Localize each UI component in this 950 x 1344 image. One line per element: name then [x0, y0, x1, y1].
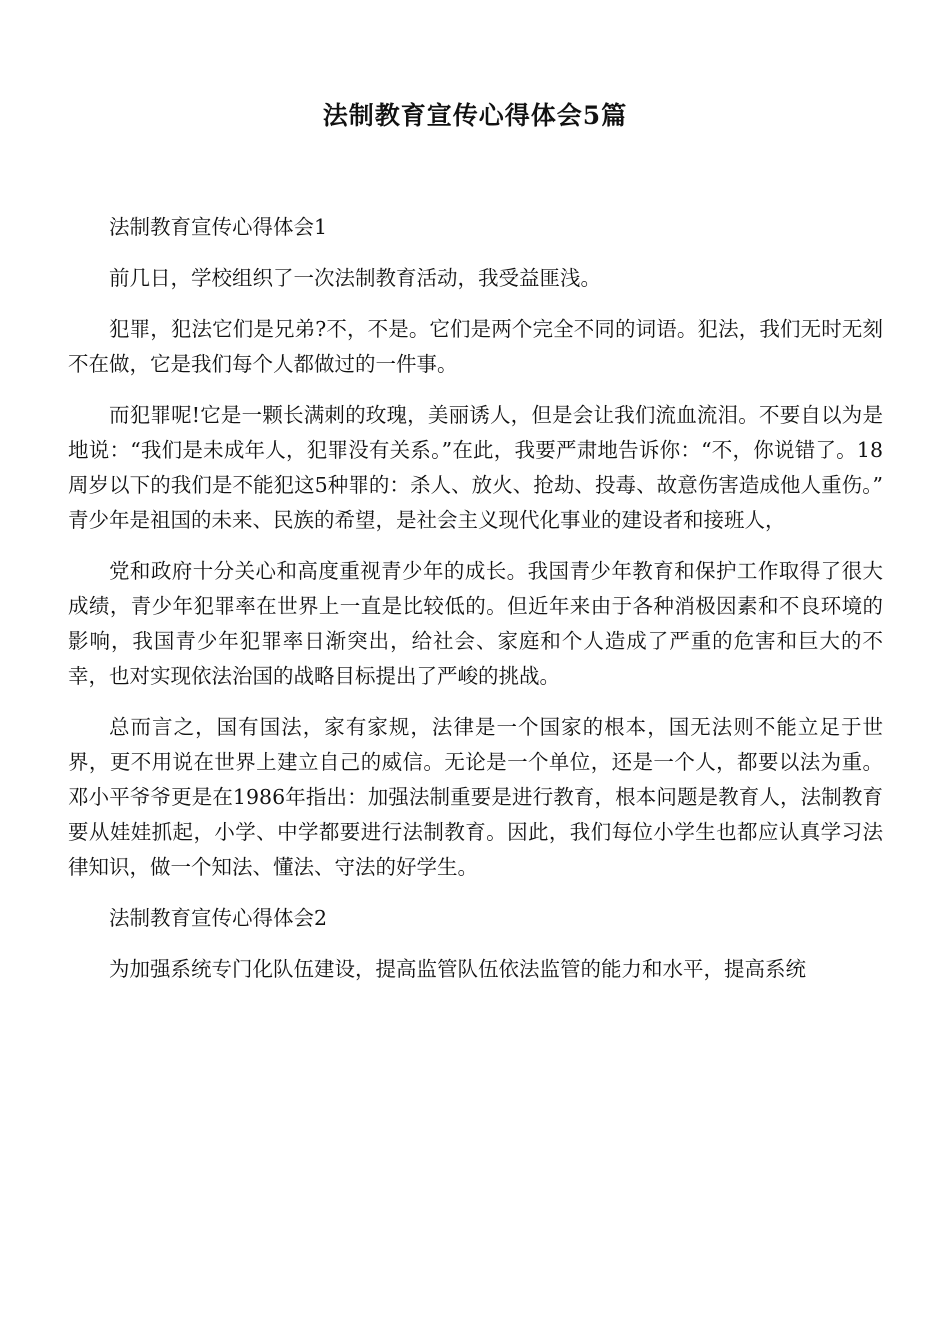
paragraph: 为加强系统专门化队伍建设，提高监管队伍依法监管的能力和水平，提高系统: [109, 957, 806, 981]
document-body: [68, 210, 883, 1003]
paragraph: 前几日，学校组织了一次法制教育活动，我受益匪浅。: [109, 266, 601, 290]
document-title: 法制教育宣传心得体会5篇: [322, 101, 628, 130]
paragraph: 总而言之，国有国法，家有家规，法律是一个国家的根本，国无法则不能立足于世界，更不用说在世界上建立自己的威信。无论是一个单位，还是一个人，都要以法为重。邓小平爷爷更是在1986年指出：加强法制重要是进行教育，根本问题是教育人，法制教育要从娃娃抓起，小学、中学都要进行法制教育。因此，我们每位小学生也都应认真学习法律知识，做一个知法、懂法、守法的好学生。: [68, 715, 883, 879]
paragraph: 而犯罪呢!它是一颗长满刺的玫瑰，美丽诱人，但是会让我们流血流泪。不要自以为是地说：“我们是未成年人，犯罪没有关系。”在此，我要严肃地告诉你：“不，你说错了。18周岁以下的我们是不能犯这5种罪的：杀人、放火、抢劫、投毒、故意伤害造成他人重伤。” 青少年是祖国的未来、民族的希望，是社会主义现代化事业的建设者和接班人，: [68, 403, 883, 532]
paragraph: 党和政府十分关心和高度重视青少年的成长。我国青少年教育和保护工作取得了很大成绩，青少年犯罪率在世界上一直是比较低的。但近年来由于各种消极因素和不良环境的影响，我国青少年犯罪率日渐突出，给社会、家庭和个人造成了严重的危害和巨大的不幸，也对实现依法治国的战略目标提出了严峻的挑战。: [68, 559, 883, 688]
section-heading-2: 法制教育宣传心得体会2: [109, 906, 328, 930]
paragraph: 犯罪，犯法它们是兄弟?不，不是。它们是两个完全不同的词语。犯法，我们无时无刻不在做，它是我们每个人都做过的一件事。: [68, 317, 883, 376]
section-heading-1: 法制教育宣传心得体会1: [109, 215, 328, 239]
